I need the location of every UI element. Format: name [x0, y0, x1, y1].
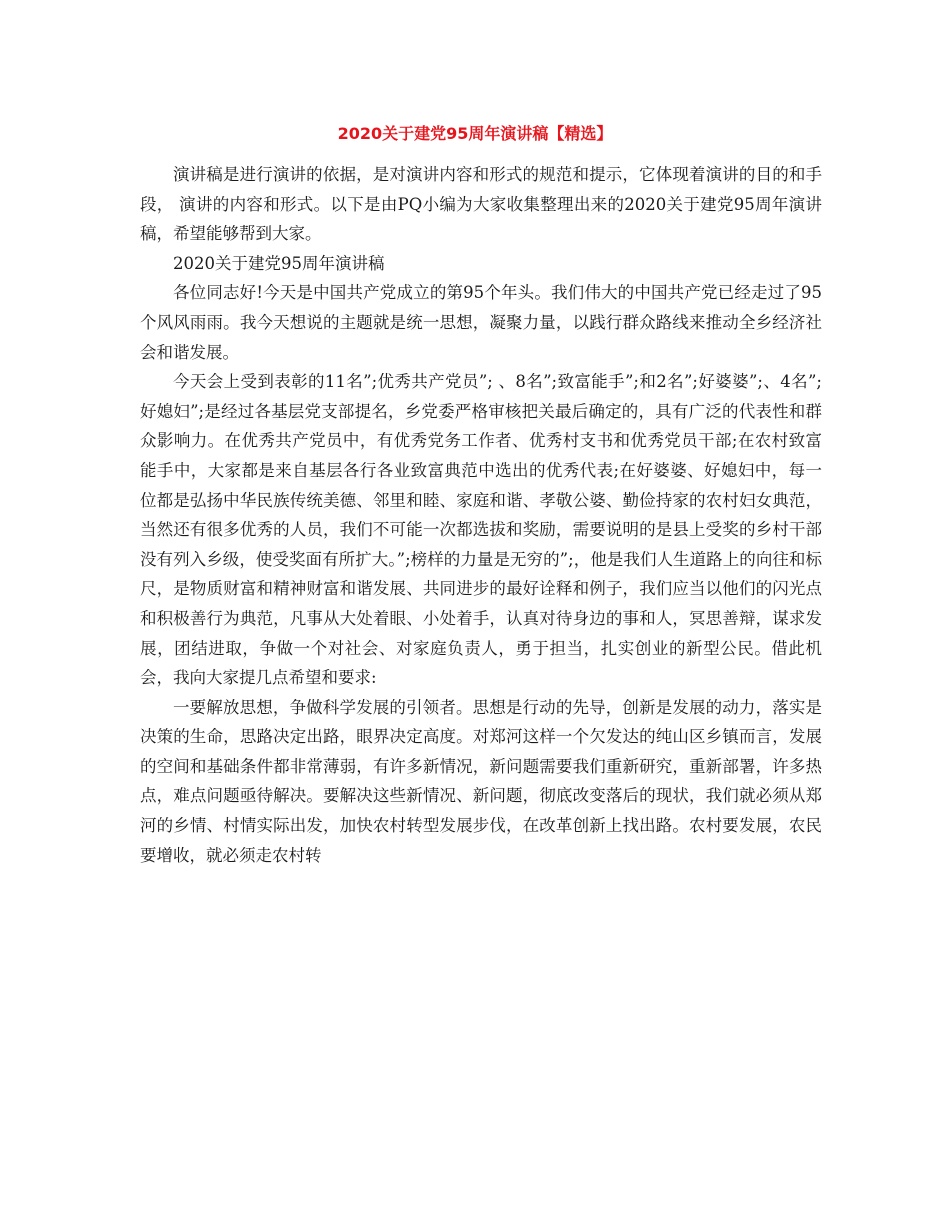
paragraph-subtitle: 2020关于建党95周年演讲稿	[173, 253, 385, 273]
paragraph-greeting: 各位同志好!今天是中国共产党成立的第95个年头。我们伟大的中国共产党已经走过了95个风风雨雨。我今天想说的主题就是统一思想，凝聚力量，以践行群众路线来推动全乡经济社会和谐发展。	[140, 283, 822, 362]
paragraph-point-one: 一要解放思想，争做科学发展的引领者。思想是行动的先导，创新是发展的动力，落实是决策的生命，思路决定出路，眼界决定高度。对郑河这样一个欠发达的纯山区乡镇而言，发展的空间和基础条件都非常薄弱，有许多新情况，新问题需要我们重新研究，重新部署，许多热点，难点问题亟待解决。要解决这些新情况、新问题，彻底改变落后的现状，我们就必须从郑河的乡情、村情实际出发，加快农村转型发展步伐，在改革创新上找出路。农村要发展，农民要增收，就必须走农村转	[140, 697, 822, 865]
paragraph-commendation: 今天会上受到表彰的11名”;优秀共产党员”; 、8名”;致富能手”;和2名”;好婆婆”;、4名”;好媳妇”;是经过各基层党支部提名，乡党委严格审核把关最后确定的，具有广泛的代表性和群众影响力。在优秀共产党员中，有优秀党务工作者、优秀村支书和优秀党员干部;在农村致富能手中，大家都是来自基层各行各业致富典范中选出的优秀代表;在好婆婆、好媳妇中，每一位都是弘扬中华民族传统美德、邻里和睦、家庭和谐、孝敬公婆、勤俭持家的农村妇女典范，当然还有很多优秀的人员，我们不可能一次都选拔和奖励，需要说明的是县上受奖的乡村干部没有列入乡级，使受奖面有所扩大。”;榜样的力量是无穷的”;，他是我们人生道路上的向往和标尺，是物质财富和精神财富和谐发展、共同进步的最好诠释和例子，我们应当以他们的闪光点和积极善行为典范，凡事从大处着眼、小处着手，认真对待身边的事和人，冥思善辩，谋求发展，团结进取，争做一个对社会、对家庭负责人，勇于担当，扎实创业的新型公民。借此机会，我向大家提几点希望和要求:	[140, 372, 822, 688]
document-title: 2020关于建党95周年演讲稿【精选】	[337, 124, 613, 143]
document-body	[140, 160, 822, 870]
paragraph-intro: 演讲稿是进行演讲的依据，是对演讲内容和形式的规范和提示，它体现着演讲的目的和手段， 演讲的内容和形式。以下是由PQ小编为大家收集整理出来的2020关于建党95周年演讲稿，希望能够帮到大家。	[140, 165, 822, 244]
